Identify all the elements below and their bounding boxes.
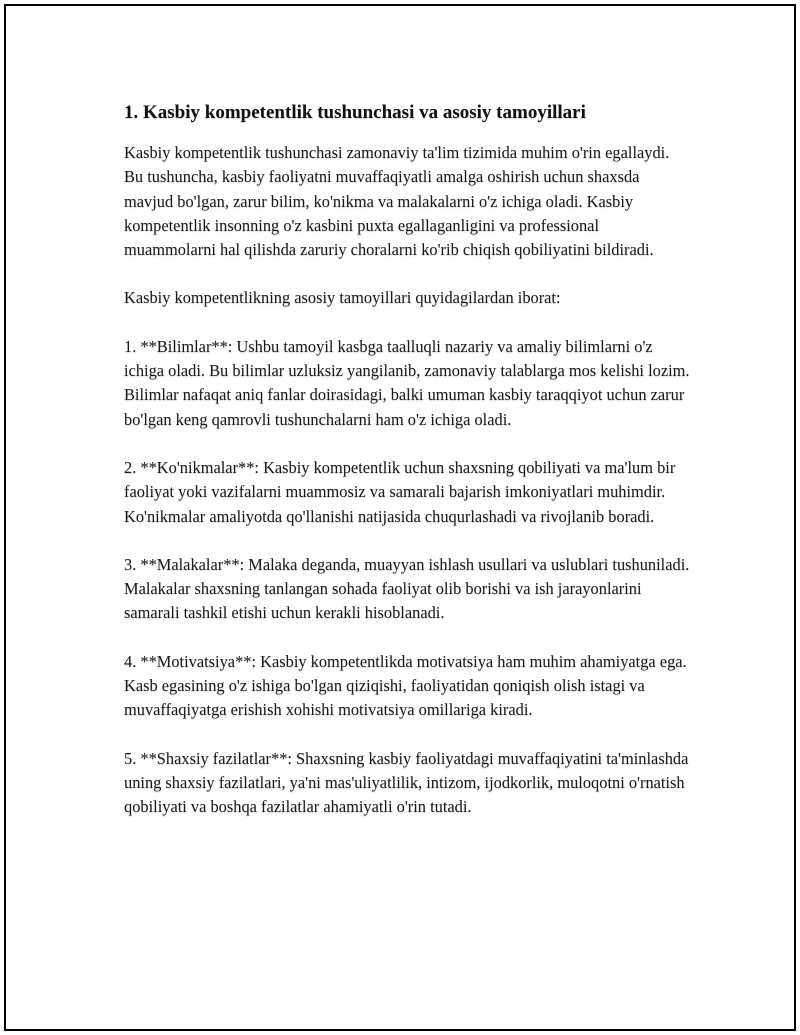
principle-knowledge-paragraph: 1. **Bilimlar**: Ushbu tamoyil kasbga taalluqli nazariy va amaliy bilimlarni o'z ichiga oladi. Bu bilimlar uzluksiz yangilanib, zamonaviy talablarga mos kelishi lozim. Bilimlar nafaqat aniq fanlar doirasidagi, balki umuman kasbiy taraqqiyot uchun zarur bo'lgan keng qamrovli tushunchalarni ham o'z ichiga oladi.	[124, 336, 690, 429]
principle-qualifications-paragraph: 3. **Malakalar**: Malaka deganda, muayyan ishlash usullari va uslublari tushuniladi. Malakalar shaxsning tanlangan sohada faoliyat olib borishi va ish jarayonlarini samarali tashkil etishi uchun kerakli hisoblanadi.	[124, 554, 690, 623]
principles-lead-paragraph: Kasbiy kompetentlikning asosiy tamoyillari quyidagilardan iborat:	[124, 288, 561, 308]
principle-skills-paragraph: 2. **Ko'nikmalar**: Kasbiy kompetentlik uchun shaxsning qobiliyati va ma'lum bir faoliyat yoki vazifalarni muammosiz va samarali bajarish imkoniyatlari muhimdir. Ko'nikmalar amaliyotda qo'llanishi natijasida chuqurlashadi va rivojlanib boradi.	[124, 457, 676, 526]
document-body	[124, 99, 690, 844]
page-frame	[4, 4, 796, 1031]
intro-paragraph: Kasbiy kompetentlik tushunchasi zamonaviy ta'lim tizimida muhim o'rin egallaydi. Bu tushuncha, kasbiy faoliyatni muvaffaqiyatli amalga oshirish uchun shaxsda mavjud bo'lgan, zarur bilim, ko'nikma va malakalarni o'z ichiga oladi. Kasbiy kompetentlik insonning o'z kasbini puxta egallaganligini va professional muammolarni hal qilishda zaruriy choralarni ko'rib chiqish qobiliyatini bildiradi.	[124, 143, 670, 260]
principle-personal-qualities-paragraph: 5. **Shaxsiy fazilatlar**: Shaxsning kasbiy faoliyatdagi muvaffaqiyatini ta'minlashda uning shaxsiy fazilatlari, ya'ni mas'uliyatlilik, intizom, ijodkorlik, muloqotni o'rnatish qobiliyati va boshqa fazilatlar ahamiyatli o'rin tutadi.	[124, 748, 689, 817]
principle-motivation-paragraph: 4. **Motivatsiya**: Kasbiy kompetentlikda motivatsiya ham muhim ahamiyatga ega. Kasb egasining o'z ishiga bo'lgan qiziqishi, faoliyatidan qoniqish olish istagi va muvaffaqiyatga erishish xohishi motivatsiya omillariga kiradi.	[124, 651, 687, 720]
section-heading: 1. Kasbiy kompetentlik tushunchasi va asosiy tamoyillari	[124, 102, 586, 123]
